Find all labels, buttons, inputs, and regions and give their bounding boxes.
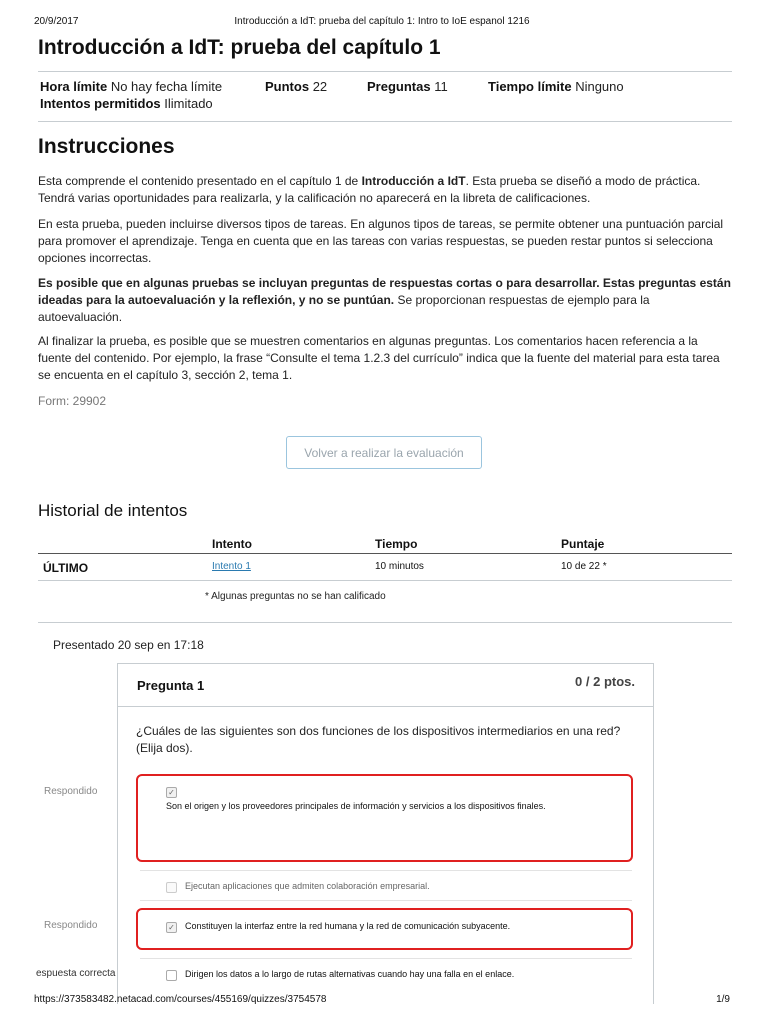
attempts-value: Ilimitado [164,96,213,111]
instructions-paragraph-4: Al finalizar la prueba, es posible que se muestren comentarios en algunas preguntas. Los comentarios hacen referencia a la fuente del contenido. Por ejemplo, la frase “Consulte el tema 1.2.3 del currículo” indica que la fuente del material para esta tarea se encuenta en el capítulo 3, sección 2, tema 1. [38,334,720,382]
course-name: Introducción a IdT [361,174,466,188]
history-row-time: 10 minutos [375,561,424,572]
instructions-paragraph-3 [38,275,733,325]
time-limit-meta [488,79,624,94]
question-title: Pregunta 1 [137,678,205,693]
divider [38,71,732,72]
time-limit-label: Tiempo límite [488,79,572,94]
time-limit-value: Ninguno [575,79,624,94]
form-id: Form: 29902 [38,394,107,408]
p1-text: Esta comprende el contenido presentado en el capítulo 1 de [38,174,362,188]
history-row-attempt [212,561,251,572]
print-date: 20/9/2017 [34,16,79,27]
attempts-meta [40,96,213,111]
due-value: No hay fecha límite [110,79,223,94]
history-row-score: 10 de 22 * [561,561,607,572]
answer-2-text: Ejecutan aplicaciones que admiten colaboración empresarial. [185,881,430,891]
points-label: Puntos [265,79,310,94]
points-meta [265,79,327,94]
checkbox-answer-4[interactable] [166,970,177,981]
attempt-1-link[interactable]: Intento 1 [212,561,251,572]
checkbox-answer-2[interactable] [166,882,177,893]
divider [140,958,632,959]
due-label: Hora límite [40,79,108,94]
p3-text: Se proporcionan respuestas de ejemplo para la autoevaluación. [38,292,650,324]
question-score: 0 / 2 ptos. [575,674,635,689]
page-title: Introducción a IdT: prueba del capítulo 1 [38,36,441,59]
print-title: Introducción a IdT: prueba del capítulo 1: Intro to IoE espanol 1216 [234,16,530,27]
history-title: Historial de intentos [38,501,188,520]
attempts-label: Intentos permitidos [40,96,161,111]
checkbox-answer-1[interactable]: ✓ [166,787,177,798]
divider [38,580,732,581]
question-header [118,664,653,707]
questions-value: 11 [434,79,448,94]
divider [38,121,732,122]
points-value: 22 [312,79,328,94]
questions-label: Preguntas [367,79,431,94]
page-number: 1/9 [716,994,730,1005]
retake-quiz-button[interactable]: Volver a realizar la evaluación [286,436,482,469]
history-header-rule [38,553,732,554]
history-col-score: Puntaje [561,537,605,551]
checkbox-answer-3[interactable]: ✓ [166,922,177,933]
answer-highlight [136,774,633,862]
divider [140,900,632,901]
p3-bold-text: Es posible que en algunas pruebas se incluyan preguntas de respuestas cortas o para desarrollar. Estas preguntas están ideadas para la autoevaluación y la reflexión, y no se puntúan. [38,276,731,307]
submission-time: Presentado 20 sep en 17:18 [53,638,204,652]
divider [38,622,732,623]
instructions-paragraph-1 [38,173,733,207]
questions-meta [367,79,448,94]
history-row-label: ÚLTIMO [43,561,89,575]
p1-text-end: . Esta prueba se diseñó a modo de práctica. Tendrá varias oportunidades para realizarla, y la calificación no aparecerá en la libreta de calificaciones. [38,174,701,205]
answer-1-text: Son el origen y los proveedores principales de información y servicios a los dispositivos finales. [166,801,546,811]
instructions-paragraph-2: En esta prueba, pueden incluirse diversos tipos de tareas. En algunos tipos de tareas, se permite obtener una puntuación parcial para promover el aprendizaje. Tenga en cuenta que en las tareas con varias respuestas, se pueden restar puntos si selecciona opciones incorrectas. [38,217,724,265]
history-note: * Algunas preguntas no se han calificado [205,591,386,602]
question-text: ¿Cuáles de las siguientes son dos funciones de los dispositivos intermediarios en una red? (Elija dos). [136,724,621,755]
instructions-heading: Instrucciones [38,135,175,158]
correct-answer-label: espuesta correcta [36,968,116,979]
history-col-time: Tiempo [375,537,418,551]
answered-label: Respondido [44,920,98,931]
quiz-meta-row [40,79,222,94]
answer-4-text: Dirigen los datos a lo largo de rutas alternativas cuando hay una falla en el enlace. [185,969,515,979]
print-url: https://373583482.netacad.com/courses/455169/quizzes/3754578 [34,994,327,1005]
answer-3-text: Constituyen la interfaz entre la red humana y la red de comunicación subyacente. [185,921,511,931]
divider [140,870,632,871]
answered-label: Respondido [44,786,98,797]
history-col-attempt: Intento [212,537,252,551]
